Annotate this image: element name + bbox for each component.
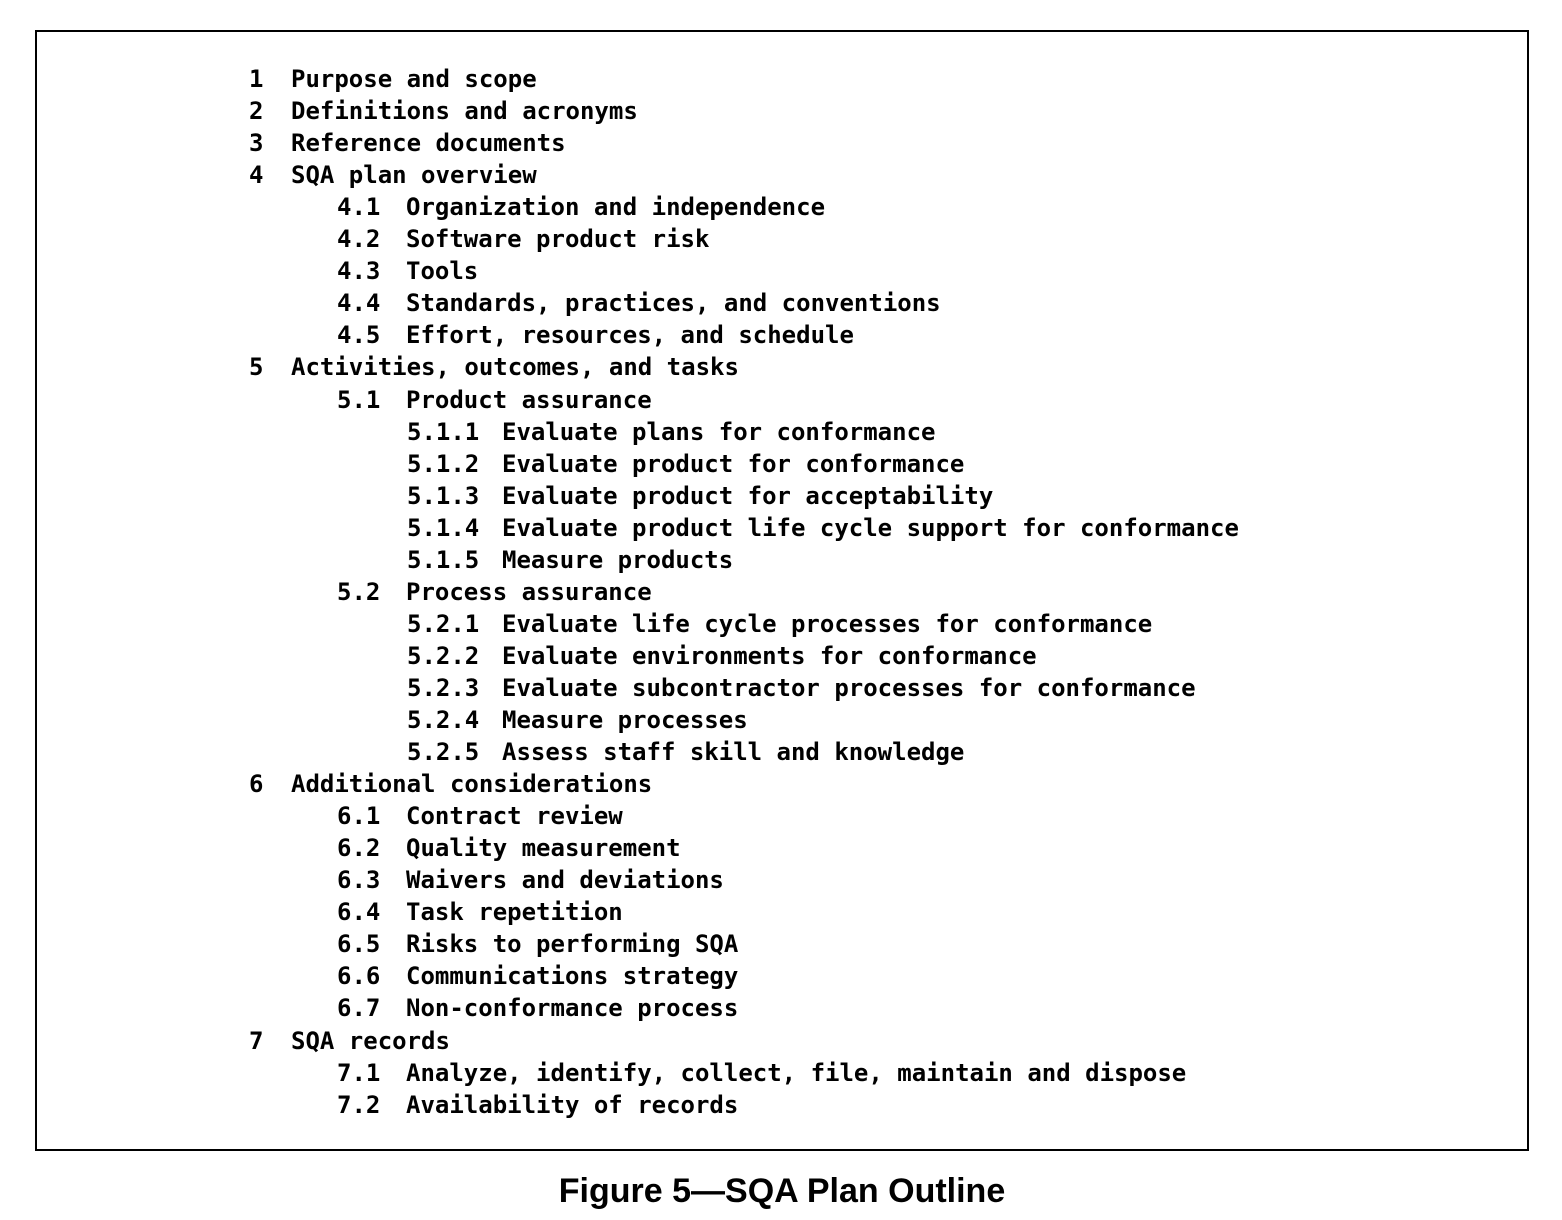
outline-item-number: 5.1.2	[407, 449, 480, 478]
outline-item-number: 4.3	[337, 257, 381, 286]
outline-item-number: 6	[249, 770, 264, 799]
outline-item-title: SQA records	[291, 1026, 450, 1055]
outline-item-title: Process assurance	[406, 577, 652, 606]
outline-item-4-4	[337, 287, 941, 319]
outline-item-5-1-4	[407, 512, 1239, 544]
outline-item-2	[249, 95, 638, 127]
outline-item-6-1	[337, 800, 623, 832]
outline-item-number: 5.1.5	[407, 545, 480, 574]
outline-item-5	[249, 351, 739, 383]
outline-item-5-1-3	[407, 480, 993, 512]
outline-item-title: Reference documents	[291, 129, 566, 158]
outline-item-title: Activities, outcomes, and tasks	[291, 353, 739, 382]
outline-item-number: 6.3	[337, 866, 381, 895]
outline-item-number: 5.2.1	[407, 609, 480, 638]
outline-item-number: 1	[249, 65, 264, 93]
outline-item-title: Software product risk	[406, 225, 710, 254]
outline-item-5-2-4	[407, 704, 748, 736]
outline-item-number: 4.5	[337, 321, 381, 350]
outline-item-number: 7.1	[337, 1058, 381, 1087]
outline-item-5-2-3	[407, 672, 1196, 704]
outline-item-5-2-1	[407, 608, 1152, 640]
outline-item-5-1-1	[407, 416, 935, 448]
outline-item-number: 6.1	[337, 802, 381, 831]
outline-item-number: 4	[249, 161, 264, 190]
outline-item-number: 5.2.5	[407, 738, 480, 767]
outline-item-1	[249, 63, 537, 95]
outline-item-title: Task repetition	[406, 898, 623, 927]
outline-item-title: Quality measurement	[406, 834, 681, 863]
figure-caption: Figure 5—SQA Plan Outline	[558, 1172, 1006, 1210]
outline-item-6-6	[337, 960, 738, 992]
outline-item-5-2-5	[407, 736, 964, 768]
outline-item-4-3	[337, 255, 478, 287]
outline-item-title: Effort, resources, and schedule	[406, 321, 854, 350]
outline-item-number: 5.1.3	[407, 481, 480, 510]
outline-item-title: Assess staff skill and knowledge	[502, 738, 965, 767]
outline-item-title: Definitions and acronyms	[291, 97, 638, 126]
outline-item-number: 5.1	[337, 385, 381, 414]
outline-item-title: Non-conformance process	[406, 994, 739, 1023]
outline-item-number: 6.5	[337, 930, 381, 959]
outline-item-number: 5.1.1	[407, 417, 480, 446]
outline-item-3	[249, 127, 566, 159]
outline-item-title: Organization and independence	[406, 193, 826, 222]
outline-item-5-1-2	[407, 448, 964, 480]
outline-item-number: 4.1	[337, 193, 381, 222]
outline-item-4-5	[337, 319, 854, 351]
outline-item-7-2	[337, 1089, 738, 1121]
outline-item-title: Measure products	[502, 545, 734, 574]
outline-item-number: 6.4	[337, 898, 381, 927]
outline-item-title: Risks to performing SQA	[406, 930, 739, 959]
outline-item-title: Evaluate product for conformance	[502, 449, 965, 478]
outline-item-title: SQA plan overview	[291, 161, 537, 190]
outline-item-title: Communications strategy	[406, 962, 739, 991]
outline-item-6	[249, 768, 652, 800]
outline-item-6-2	[337, 832, 681, 864]
outline-item-6-7	[337, 992, 738, 1024]
outline-item-6-4	[337, 896, 623, 928]
outline-item-title: Evaluate life cycle processes for conformance	[502, 609, 1153, 638]
outline-item-title: Measure processes	[502, 706, 748, 734]
outline-item-5-2-2	[407, 640, 1037, 672]
outline-item-title: Evaluate subcontractor processes for conformance	[502, 673, 1196, 702]
outline-item-number: 5	[249, 353, 264, 382]
outline-item-number: 2	[249, 97, 264, 126]
outline-item-number: 5.2.2	[407, 641, 480, 670]
outline-item-title: Evaluate environments for conformance	[502, 641, 1037, 670]
outline-item-title: Contract review	[406, 802, 623, 831]
outline-item-6-3	[337, 864, 724, 896]
outline-item-number: 7	[249, 1026, 264, 1055]
outline-item-number: 5.2	[337, 577, 381, 606]
outline-item-title: Waivers and deviations	[406, 866, 724, 895]
outline-item-title: Purpose and scope	[291, 65, 537, 93]
outline-item-7-1	[337, 1057, 1186, 1089]
outline-item-7	[249, 1025, 450, 1057]
outline-item-5-1	[337, 384, 652, 416]
outline-item-title: Evaluate product for acceptability	[502, 481, 994, 510]
outline-item-5-2	[337, 576, 652, 608]
outline-item-title: Evaluate product life cycle support for conformance	[502, 513, 1239, 542]
outline-item-number: 6.7	[337, 994, 381, 1023]
outline-item-5-1-5	[407, 544, 733, 576]
outline-item-title: Analyze, identify, collect, file, maintain and dispose	[406, 1058, 1187, 1087]
outline-item-6-5	[337, 928, 738, 960]
outline-frame	[35, 30, 1529, 1151]
outline-item-title: Tools	[406, 257, 479, 286]
outline-item-title: Standards, practices, and conventions	[406, 289, 941, 318]
outline-item-number: 4.2	[337, 225, 381, 254]
outline-item-number: 7.2	[337, 1090, 381, 1119]
outline-item-number: 6.2	[337, 834, 381, 863]
outline-item-number: 5.2.4	[407, 706, 480, 734]
outline-item-4-2	[337, 223, 709, 255]
outline-item-number: 5.1.4	[407, 513, 480, 542]
outline-item-title: Additional considerations	[291, 770, 653, 799]
outline-item-number: 5.2.3	[407, 673, 480, 702]
outline-item-title: Evaluate plans for conformance	[502, 417, 936, 446]
outline-item-title: Product assurance	[406, 385, 652, 414]
outline-item-title: Availability of records	[406, 1090, 739, 1119]
outline-item-4-1	[337, 191, 825, 223]
outline-item-number: 6.6	[337, 962, 381, 991]
outline-item-number: 3	[249, 129, 264, 158]
outline-item-number: 4.4	[337, 289, 381, 318]
outline-item-4	[249, 159, 537, 191]
